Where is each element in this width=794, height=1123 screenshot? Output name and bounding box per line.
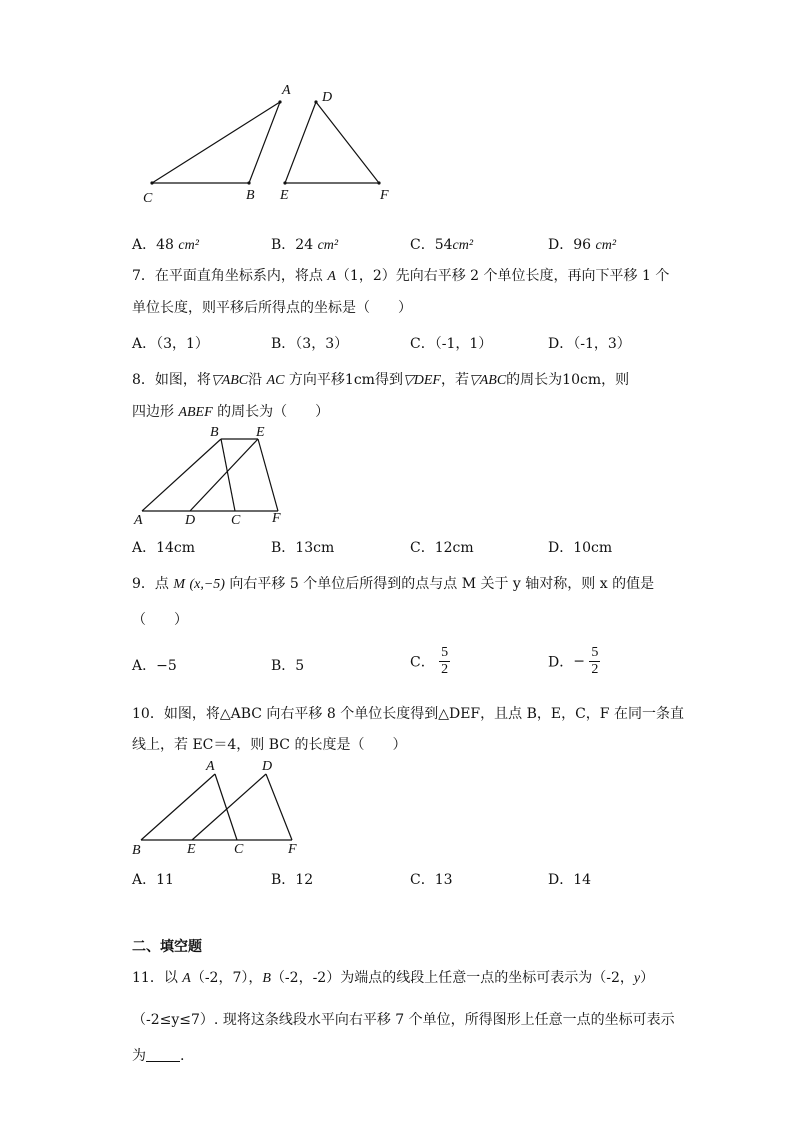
q9-option-d-fraction: $\frac{5}{2}$ bbox=[591, 645, 599, 677]
q6-option-c[interactable]: C．54cm² bbox=[410, 237, 474, 253]
q10-label-c: C bbox=[234, 842, 244, 857]
figure-triangles-abc-def bbox=[130, 80, 410, 210]
q8-stem-line1: 8．如图，将▽ABC沿 AC 方向平移1cm得到▽DEF，若▽ABC的周长为10cm，则 bbox=[132, 372, 630, 388]
section-title-fill-in: 二、填空题 bbox=[132, 939, 202, 955]
q10-option-b[interactable]: B．12 bbox=[271, 872, 314, 888]
q6-option-a[interactable]: A．48 cm² bbox=[132, 237, 199, 253]
q8-label-b: B bbox=[210, 425, 219, 440]
q8-label-a: A bbox=[134, 513, 143, 528]
q10-figure bbox=[128, 756, 308, 860]
q9-option-d[interactable]: D．− $\frac{5}{2}$ bbox=[548, 645, 599, 677]
q6-option-d[interactable]: D．96 cm² bbox=[548, 237, 617, 253]
q7-option-b[interactable]: B．（3，3） bbox=[271, 336, 349, 352]
label-a: A bbox=[282, 83, 291, 98]
label-e: E bbox=[280, 188, 289, 203]
label-c: C bbox=[143, 191, 153, 206]
q10-option-d[interactable]: D．14 bbox=[548, 872, 592, 888]
q10-label-f: F bbox=[288, 842, 297, 857]
q8-figure bbox=[128, 424, 298, 530]
q8-option-b[interactable]: B．13cm bbox=[271, 540, 335, 556]
q10-option-c[interactable]: C．13 bbox=[410, 872, 453, 888]
q7-stem-line2: 单位长度，则平移后所得点的坐标是（ ） bbox=[132, 300, 412, 316]
q7-option-c[interactable]: C．（-1，1） bbox=[410, 336, 493, 352]
q8-label-e: E bbox=[256, 425, 265, 440]
q9-option-c-fraction: $\frac{5}{2}$ bbox=[441, 645, 449, 677]
q8-option-c[interactable]: C．12cm bbox=[410, 540, 474, 556]
q11-stem-line3: 为 . bbox=[132, 1048, 185, 1064]
q11-answer-blank[interactable] bbox=[146, 1047, 180, 1062]
q10-option-a[interactable]: A．11 bbox=[132, 872, 174, 888]
q9-stem-line2: （ ） bbox=[132, 612, 188, 628]
q7-option-d[interactable]: D．（-1，3） bbox=[548, 336, 631, 352]
q10-label-b: B bbox=[132, 843, 141, 858]
q9-option-b[interactable]: B．5 bbox=[271, 658, 305, 674]
q7-stem-line1: 7．在平面直角坐标系内，将点 A（1，2）先向右平移 2 个单位长度，再向下平移 1 个 bbox=[132, 268, 670, 284]
q11-stem-line2: （-2≤y≤7）. 现将这条线段水平向右平移 7 个单位，所得图形上任意一点的坐标可表示 bbox=[132, 1012, 675, 1028]
q10-stem-line1: 10．如图，将△ABC 向右平移 8 个单位长度得到△DEF，且点 B，E，C，F 在同一条直 bbox=[132, 706, 684, 722]
label-f: F bbox=[380, 188, 389, 203]
q8-label-c: C bbox=[231, 513, 241, 528]
q9-option-c[interactable]: C． $\frac{5}{2}$ bbox=[410, 645, 449, 677]
q7-option-a[interactable]: A．（3，1） bbox=[132, 336, 209, 352]
q9-stem-line1: 9．点 M (x,−5) 向右平移 5 个单位后所得到的点与点 M 关于 y 轴对称，则 x 的值是 bbox=[132, 576, 655, 592]
q10-label-d: D bbox=[262, 759, 273, 774]
q10-stem-line2: 线上，若 EC＝4，则 BC 的长度是（ ） bbox=[132, 737, 407, 753]
label-b: B bbox=[246, 188, 255, 203]
q10-label-a: A bbox=[206, 759, 215, 774]
label-d: D bbox=[322, 90, 333, 105]
q8-label-d: D bbox=[185, 513, 196, 528]
q9-option-a[interactable]: A．−5 bbox=[132, 658, 177, 674]
q8-label-f: F bbox=[272, 511, 281, 526]
q6-option-b[interactable]: B．24 cm² bbox=[271, 237, 339, 253]
q11-stem-line1: 11．以 A（-2，7），B（-2，-2）为端点的线段上任意一点的坐标可表示为（-2，y） bbox=[132, 970, 655, 986]
q8-stem-line2: 四边形 ABEF 的周长为（ ） bbox=[132, 404, 330, 420]
q10-label-e: E bbox=[187, 842, 196, 857]
q8-option-a[interactable]: A．14cm bbox=[132, 540, 196, 556]
q8-option-d[interactable]: D．10cm bbox=[548, 540, 613, 556]
